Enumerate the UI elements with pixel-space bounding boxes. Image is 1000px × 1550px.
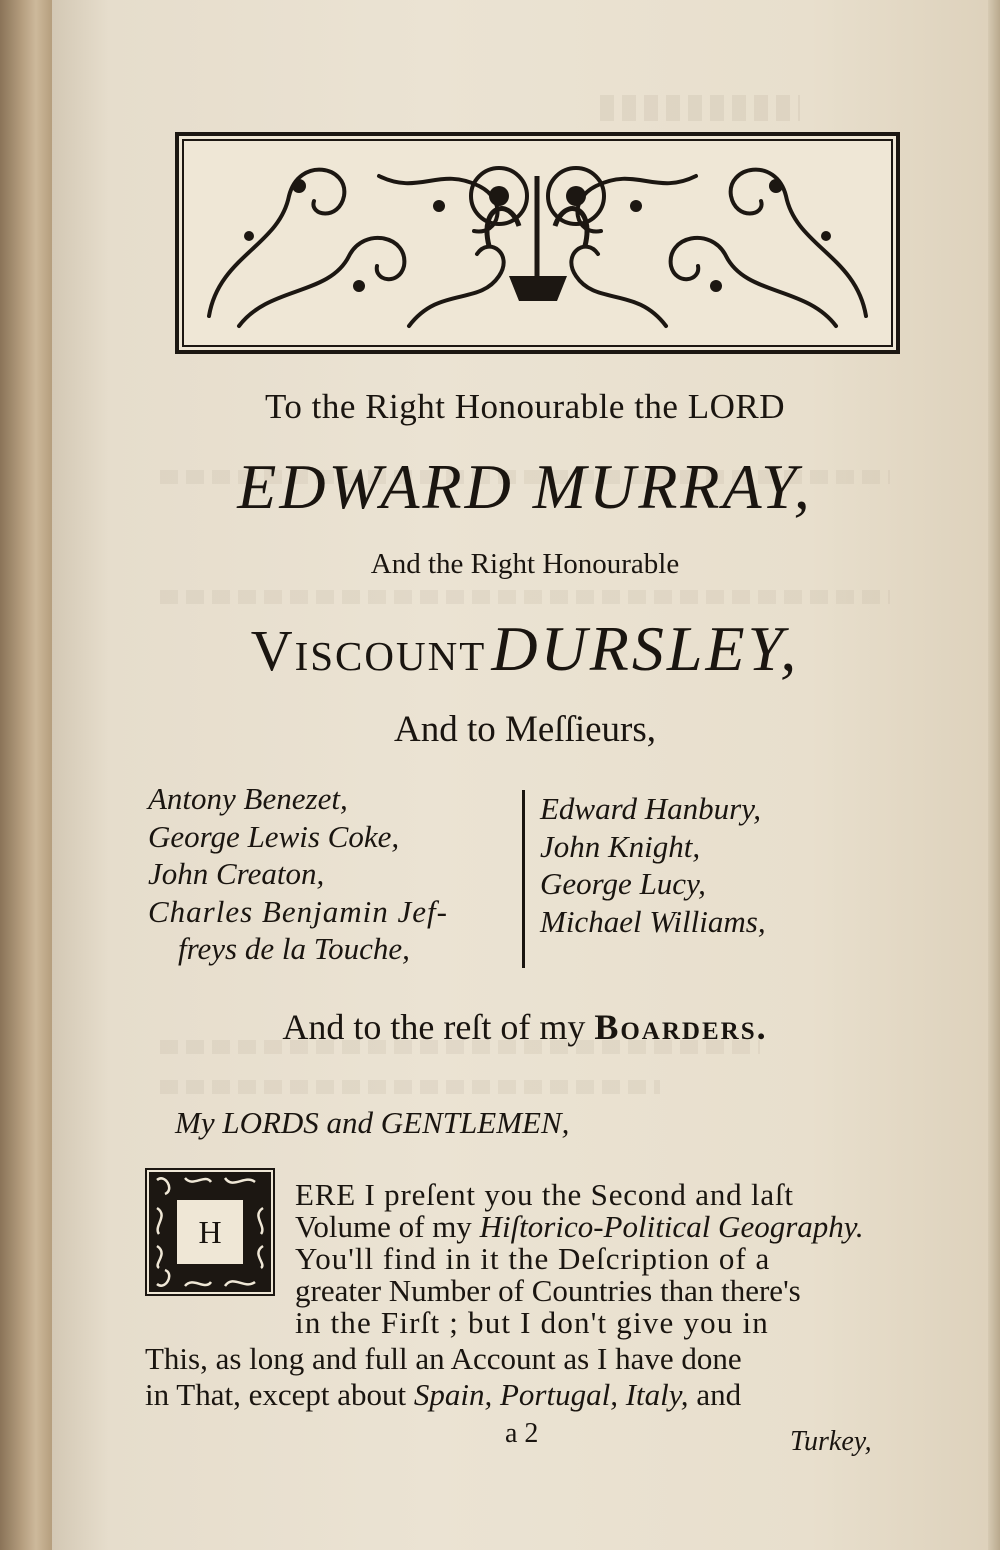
body-line-7 xyxy=(145,1377,741,1413)
name-item: George Lucy, xyxy=(540,866,706,901)
catchword: Turkey, xyxy=(790,1426,872,1457)
country-list: Spain, Portugal, Italy, xyxy=(413,1377,689,1412)
body-line-7-text: in That, except about xyxy=(145,1377,414,1412)
initial-letter: H xyxy=(175,1198,245,1266)
name-item: Edward Hanbury, xyxy=(540,791,762,826)
signature-mark: a 2 xyxy=(505,1418,539,1449)
book-spine xyxy=(0,0,60,1550)
scroll-ornament-icon xyxy=(179,136,896,350)
dedication-line-1: To the Right Honourable the LORD xyxy=(265,387,785,426)
name-item: freys de la Touche, xyxy=(178,931,410,966)
dedicatee-name-1: EDWARD MURRAY, xyxy=(237,451,813,522)
body-line-2-text: Volume of my xyxy=(295,1209,480,1244)
name-item: Charles Benjamin Jef- xyxy=(148,893,448,929)
decorated-initial xyxy=(145,1168,275,1296)
body-line-2 xyxy=(295,1209,864,1245)
boarders-prefix: And to the reſt of my xyxy=(282,1007,586,1047)
page-edge xyxy=(988,0,1000,1550)
body-line-6: This, as long and full an Account as I have done xyxy=(145,1341,742,1376)
name-item: John Knight, xyxy=(540,828,701,864)
body-line-1: ERE I preſent you the Second and laſt xyxy=(295,1177,794,1212)
name-item: Michael Williams, xyxy=(540,903,766,939)
boarders-line xyxy=(140,1006,910,1048)
names-column-left xyxy=(148,780,518,968)
ornamental-headpiece xyxy=(175,132,900,354)
body-line-5: in the Firſt ; but I don't give you in xyxy=(295,1305,769,1340)
name-item: John Creaton, xyxy=(148,856,325,891)
names-column-right xyxy=(540,790,900,940)
column-divider xyxy=(522,790,525,968)
boarders-word: Boarders. xyxy=(594,1007,768,1047)
dedicatee-title-line xyxy=(140,612,910,686)
name-item: Antony Benezet, xyxy=(148,781,348,816)
body-line-3: You'll find in it the Deſcription of a xyxy=(295,1241,771,1276)
central-urn-icon xyxy=(471,168,604,301)
book-title: Hiſtorico-Political Geography. xyxy=(479,1209,864,1244)
salutation: My LORDS and GENTLEMEN, xyxy=(175,1105,570,1140)
body-line-4: greater Number of Countries than there's xyxy=(295,1273,801,1308)
viscount-title: Viscount xyxy=(250,618,487,683)
dedication-line-3: And the Right Honourable xyxy=(370,548,680,580)
dedicatee-name-2: DURSLEY, xyxy=(491,613,800,684)
dedication-line-5: And to Meſſieurs, xyxy=(393,709,657,750)
body-line-7-end: and xyxy=(688,1377,742,1412)
name-item: George Lewis Coke, xyxy=(148,818,400,854)
